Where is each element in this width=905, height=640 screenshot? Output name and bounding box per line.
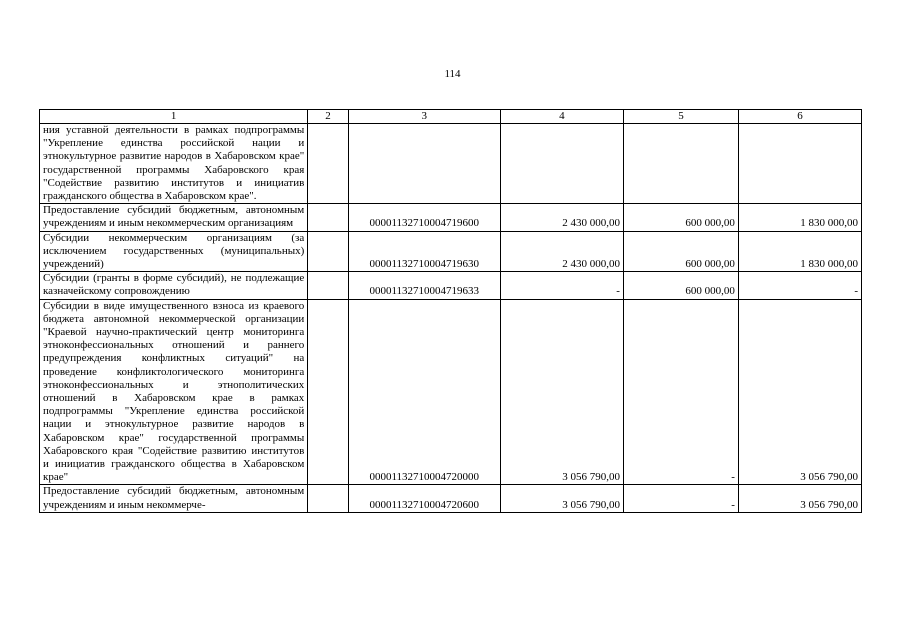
row-col4: - — [500, 272, 623, 299]
row-description: Предоставление субсидий бюджетным, автономным учреждениям и иным некоммерческим организациям — [40, 204, 308, 231]
row-col4: 2 430 000,00 — [500, 231, 623, 272]
row-col5: - — [623, 299, 738, 485]
row-col6: - — [738, 272, 861, 299]
row-col6: 3 056 790,00 — [738, 299, 861, 485]
row-col6: 1 830 000,00 — [738, 231, 861, 272]
row-description: Предоставление субсидий бюджетным, автономным учреждениям и иным некоммерче- — [40, 485, 308, 512]
page-number: 114 — [444, 68, 461, 80]
row-description: Субсидии в виде имущественного взноса из краевого бюджета автономной некоммерческой организации "Краевой научно-практический центр мониторинга этноконфессиональных отношений и раннего предупреждения конфликтных ситуаций" на проведение конфликтологического мониторинга этноконфессиональных и этнополитических отношений в Хабаровском крае в рамках подпрограммы "Укрепление единства российской нации и этнокультурное развитие народов в Хабаровском крае" государственной программы Хабаровского края "Содействие развитию институтов и инициатив гражданского общества в Хабаровском крае" — [40, 299, 308, 485]
row-code: 00001132710004720000 — [348, 299, 500, 485]
col-header-5: 5 — [623, 110, 738, 124]
row-col4 — [500, 124, 623, 204]
row-col6: 3 056 790,00 — [738, 485, 861, 512]
col-header-3: 3 — [348, 110, 500, 124]
row-col4: 3 056 790,00 — [500, 485, 623, 512]
table-row — [40, 272, 862, 299]
row-col5: - — [623, 485, 738, 512]
row-code: 00001132710004719600 — [348, 204, 500, 231]
row-col5: 600 000,00 — [623, 231, 738, 272]
row-code: 00001132710004719630 — [348, 231, 500, 272]
row-col2 — [308, 485, 348, 512]
row-col5: 600 000,00 — [623, 204, 738, 231]
table-row — [40, 485, 862, 512]
row-col2 — [308, 299, 348, 485]
row-col2 — [308, 124, 348, 204]
col-header-4: 4 — [500, 110, 623, 124]
table-row — [40, 231, 862, 272]
row-description: Субсидии некоммерческим организациям (за исключением государственных (муниципальных) учреждений) — [40, 231, 308, 272]
table-row — [40, 124, 862, 204]
row-description: ния уставной деятельности в рамках подпрограммы "Укрепление единства российской нации и этнокультурное развитие народов в Хабаровском крае" государственной программы Хабаровского края "Содействие развитию институтов и инициатив гражданского общества в Хабаровском крае". — [40, 124, 308, 204]
row-col5: 600 000,00 — [623, 272, 738, 299]
row-col4: 3 056 790,00 — [500, 299, 623, 485]
col-header-1: 1 — [40, 110, 308, 124]
col-header-2: 2 — [308, 110, 348, 124]
row-code: 00001132710004720600 — [348, 485, 500, 512]
row-col5 — [623, 124, 738, 204]
row-col6: 1 830 000,00 — [738, 204, 861, 231]
row-col2 — [308, 272, 348, 299]
table-row — [40, 204, 862, 231]
row-description: Субсидии (гранты в форме субсидий), не подлежащие казначейскому сопровождению — [40, 272, 308, 299]
header-row — [40, 110, 862, 124]
row-col2 — [308, 231, 348, 272]
row-col6 — [738, 124, 861, 204]
col-header-6: 6 — [738, 110, 861, 124]
row-code: 00001132710004719633 — [348, 272, 500, 299]
row-col2 — [308, 204, 348, 231]
row-code — [348, 124, 500, 204]
table-row — [40, 299, 862, 485]
budget-table — [39, 109, 862, 513]
row-col4: 2 430 000,00 — [500, 204, 623, 231]
